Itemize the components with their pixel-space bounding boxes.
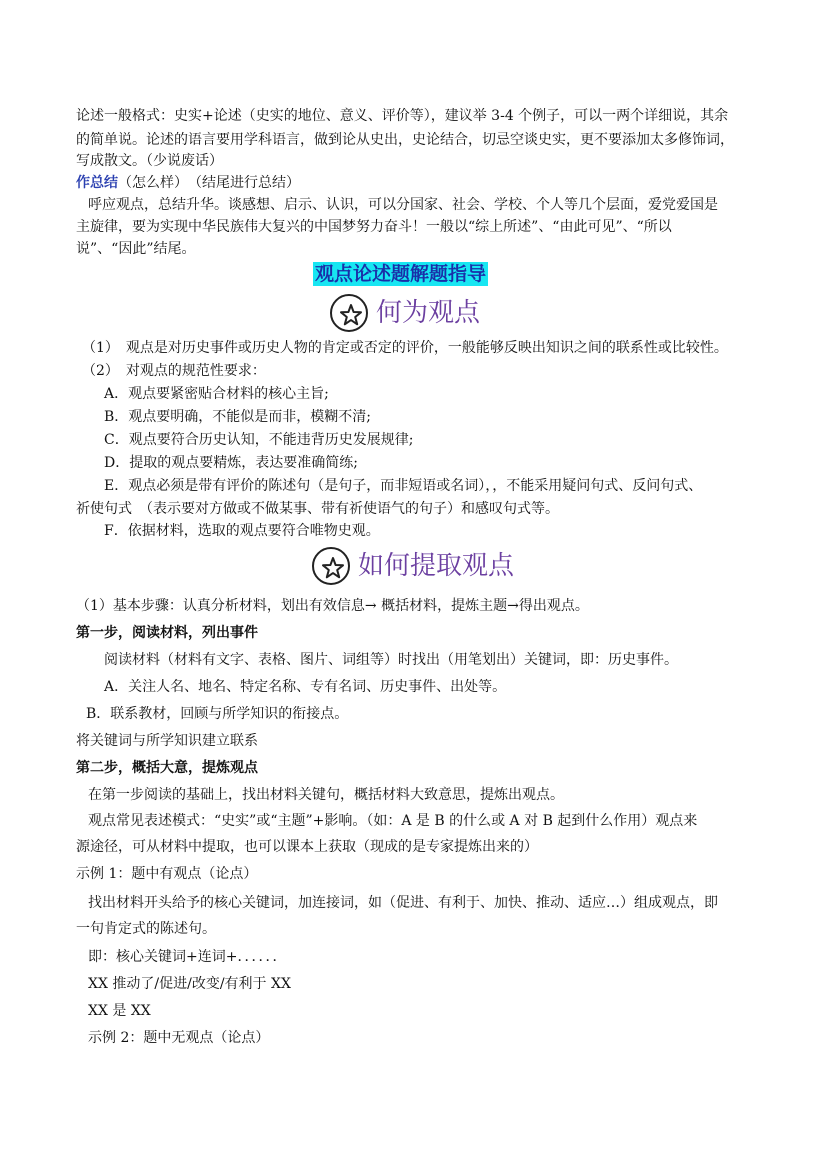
requirement-f: F．依据材料，选取的观点要符合唯物史观。	[104, 523, 380, 539]
example-1-line-2: 一句肯定式的陈述句。	[76, 921, 216, 937]
section-heading-how-to-extract	[312, 547, 572, 587]
star-circle-icon	[312, 547, 350, 585]
requirement-e: E．观点必须是带有评价的陈述句（是句子，而非短语或名词），，不能采用疑问句式、反问句式、	[104, 478, 703, 494]
mode-line-1: 观点常见表述模式：“史实”或“主题”+影响。（如：A 是 B 的什么或 A 对 B 起到什么作用）观点来	[88, 813, 698, 829]
section-heading-what-is-viewpoint	[330, 294, 550, 334]
example-2-heading: 示例 2：题中无观点（论点）	[88, 1030, 270, 1046]
star-circle-icon	[330, 294, 368, 332]
requirement-e-continued: 祈使句式 （表示要对方做或不做某事、带有祈使语气的句子）和感叹句式等。	[76, 501, 559, 517]
mode-line-2: 源途径，可从材料中提取，也可以课本上获取（现成的是专家提炼出来的）	[76, 839, 538, 855]
summary-line-2: 主旋律，要为实现中华民族伟大复兴的中国梦努力奋斗！一般以“综上所述”、“由此可见”、“所以	[76, 219, 672, 235]
section-1-point-1: （1） 观点是对历史事件或历史人物的肯定或否定的评价，一般能够反映出知识之间的联系性或比较性。	[82, 340, 728, 356]
summary-line-1: 呼应观点，总结升华。谈感想、启示、认识，可以分国家、社会、学校、个人等几个层面，爱党爱国是	[88, 197, 718, 213]
intro-line-1: 论述一般格式：史实+论述（史实的地位、意义、评价等），建议举 3-4 个例子，可以一两个详细说，其余	[76, 108, 729, 124]
summary-heading	[76, 173, 300, 193]
section-2-title: 如何提取观点	[358, 551, 515, 581]
summary-heading-label: 作总结	[76, 175, 118, 191]
step-1-a: A．关注人名、地名、特定名称、专有名词、历史事件、出处等。	[104, 679, 507, 695]
intro-line-3: 写成散文。（少说废话）	[76, 153, 223, 169]
section-1-title: 何为观点	[376, 298, 481, 328]
summary-line-3: 说”、“因此”结尾。	[76, 241, 196, 257]
step-2-text: 在第一步阅读的基础上，找出材料关键句，概括材料大致意思，提炼出观点。	[88, 787, 564, 803]
step-1-b: B．联系教材，回顾与所学知识的衔接点。	[86, 706, 349, 722]
requirement-d: D．提取的观点要精炼，表达要准确简练;	[104, 455, 358, 471]
example-1-heading: 示例 1：题中有观点（论点）	[76, 866, 258, 882]
star-icon	[339, 303, 363, 327]
step-1-heading: 第一步，阅读材料，列出事件	[76, 625, 258, 641]
example-1-line-1: 找出材料开头给予的核心关键词，加连接词，如（促进、有利于、加快、推动、适应…）组成观点，即	[88, 895, 718, 911]
requirement-b: B．观点要明确，不能似是而非，模糊不清;	[104, 409, 372, 425]
pattern-1: XX 推动了/促进/改变/有利于 XX	[88, 976, 291, 992]
step-1-text: 阅读材料（材料有文字、表格、图片、词组等）时找出（用笔划出）关键词，即：历史事件。	[104, 652, 678, 668]
formula: 即：核心关键词+连词+．．．．．．	[88, 949, 287, 965]
section-1-point-2: （2） 对观点的规范性要求：	[82, 363, 266, 379]
requirement-c: C．观点要符合历史认知，不能违背历史发展规律;	[104, 432, 414, 448]
step-1-link: 将关键词与所学知识建立联系	[76, 733, 258, 749]
guide-banner: 观点论述题解题指导	[315, 263, 487, 285]
summary-heading-note: （怎么样） （结尾进行总结）	[118, 175, 300, 191]
step-2-heading: 第二步，概括大意，提炼观点	[76, 760, 258, 776]
basic-steps: （1）基本步骤：认真分析材料，划出有效信息→ 概括材料，提炼主题→得出观点。	[76, 598, 589, 614]
pattern-2: XX 是 XX	[88, 1003, 151, 1019]
star-icon	[321, 556, 345, 580]
requirement-a: A．观点要紧密贴合材料的核心主旨;	[104, 386, 329, 402]
intro-line-2: 的简单说。论述的语言要用学科语言，做到论从史出，史论结合，切忌空谈史实，更不要添加太多修饰词，	[76, 132, 734, 148]
